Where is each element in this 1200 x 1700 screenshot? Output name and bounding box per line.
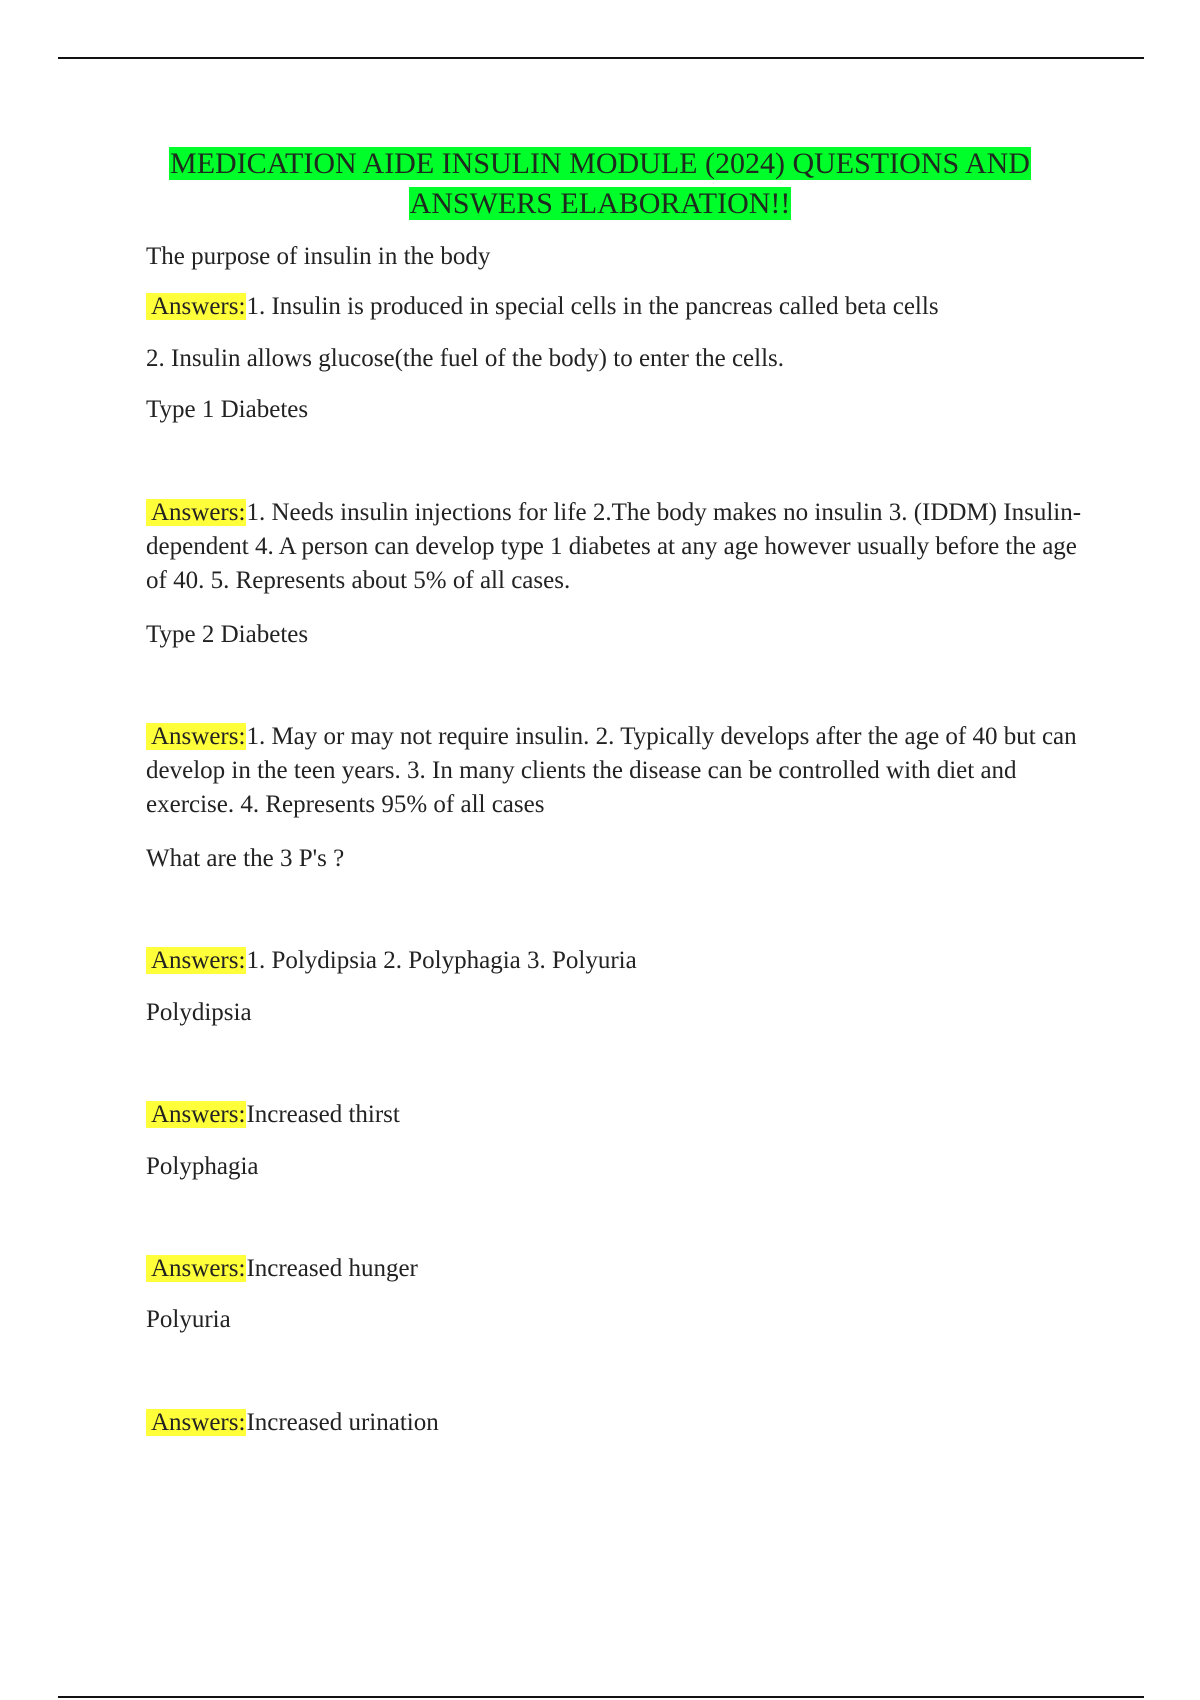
answer-label: Answers: — [146, 293, 246, 320]
question-type2-diabetes: Type 2 Diabetes — [146, 621, 309, 648]
question-polyuria: Polyuria — [146, 1306, 231, 1333]
question-type1-diabetes: Type 1 Diabetes — [146, 396, 309, 423]
answer-type1-diabetes — [146, 496, 1086, 598]
answer-text: 1. Polydipsia 2. Polyphagia 3. Polyuria — [246, 947, 637, 974]
answer-polyuria — [146, 1406, 1086, 1440]
answer-text: Increased thirst — [246, 1101, 400, 1128]
answer-label: Answers: — [146, 1101, 246, 1128]
question-polydipsia: Polydipsia — [146, 999, 252, 1026]
answer-text: 1. May or may not require insulin. 2. Typically develops after the age of 40 but can develop in the teen years. 3. In many clients the disease can be controlled with diet and exercise. 4. Represents 95% of all cases — [146, 723, 1077, 818]
document-title — [100, 144, 1100, 224]
answer-polydipsia — [146, 1098, 1086, 1132]
answer-label: Answers: — [146, 1255, 246, 1282]
answer-label: Answers: — [146, 947, 246, 974]
question-polyphagia: Polyphagia — [146, 1153, 259, 1180]
answer-label: Answers: — [146, 723, 246, 750]
answer-three-ps — [146, 944, 1086, 978]
top-rule — [58, 57, 1144, 59]
answer-text: 1. Insulin is produced in special cells in the pancreas called beta cells — [246, 293, 939, 320]
answer-insulin-purpose — [146, 290, 1086, 324]
answer-label: Answers: — [146, 1409, 246, 1436]
answer-label: Answers: — [146, 499, 246, 526]
answer-type2-diabetes — [146, 720, 1086, 822]
answer-insulin-purpose-continued: 2. Insulin allows glucose(the fuel of the body) to enter the cells. — [146, 345, 785, 372]
question-three-ps: What are the 3 P's ? — [146, 845, 345, 872]
answer-polyphagia — [146, 1252, 1086, 1286]
answer-text: 1. Needs insulin injections for life 2.The body makes no insulin 3. (IDDM) Insulin-dependent 4. A person can develop type 1 diabetes at any age however usually before the age of 40. 5. Represents about 5% of all cases. — [146, 499, 1082, 594]
answer-text: Increased hunger — [246, 1255, 418, 1282]
question-insulin-purpose: The purpose of insulin in the body — [146, 243, 491, 270]
bottom-rule — [58, 1696, 1144, 1698]
answer-text: Increased urination — [246, 1409, 439, 1436]
document-title-text: MEDICATION AIDE INSULIN MODULE (2024) QUESTIONS AND ANSWERS ELABORATION!! — [170, 147, 1030, 220]
